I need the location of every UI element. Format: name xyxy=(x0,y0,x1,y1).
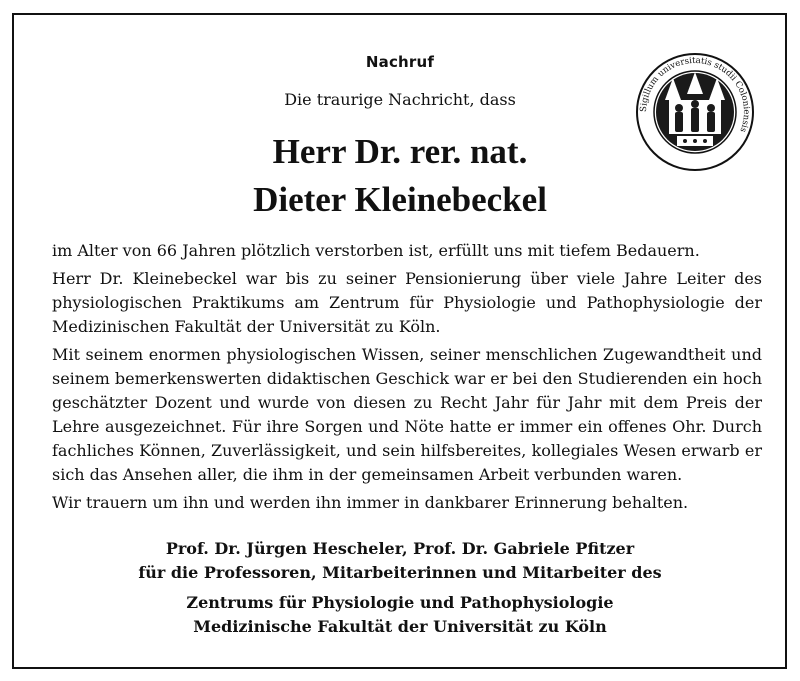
paragraph-career: Herr Dr. Kleinebeckel war bis zu seiner Pensionierung über viele Jahre Leiter des physiologischen Praktikums am Zentrum für Physiologie und Pathophysiologie der Medizinischen Fakultät der Universität zu Köln. xyxy=(52,269,762,336)
seal-ring-text: Sigillum universitatis studii Coloniensis xyxy=(638,55,752,134)
institution xyxy=(0,591,800,639)
signatories xyxy=(0,537,800,585)
paragraph-tribute: Mit seinem enormen physiologischen Wissen, seiner menschlichen Zugewandtheit und seinem bemerkenswerten didaktischen Geschick war er bei den Studierenden ein hoch geschätzter Dozent und wurde von diesen zu Recht Jahr für Jahr mit dem Preis der Lehre ausgezeichnet. Für ihre Sorgen und Nöte hatte er immer ein offenes Ohr. Durch fachliches Können, Zuverlässigkeit, und sein hilfsbereites, kollegiales Wesen erwarb er sich das Ansehen aller, die ihm in der gemeinsamen Arbeit verbunden waren. xyxy=(52,345,762,484)
paragraph-age: im Alter von 66 Jahren plötzlich verstorben ist, erfüllt uns mit tiefem Bedauern. xyxy=(52,241,700,260)
institution-faculty: Medizinische Fakultät der Universität zu Köln xyxy=(193,617,607,636)
obituary-kicker: Nachruf xyxy=(365,53,435,71)
intro-line: Die traurige Nachricht, dass xyxy=(284,90,516,109)
university-seal-icon xyxy=(635,52,755,172)
signatory-role: für die Professoren, Mitarbeiterinnen und Mitarbeiter des xyxy=(138,563,662,582)
name-line-2: Dieter Kleinebeckel xyxy=(253,180,547,219)
obituary-body xyxy=(52,239,762,519)
name-line-1: Herr Dr. rer. nat. xyxy=(272,132,528,171)
signatory-names: Prof. Dr. Jürgen Hescheler, Prof. Dr. Gabriele Pfitzer xyxy=(165,539,635,558)
institution-center: Zentrums für Physiologie und Pathophysiologie xyxy=(186,593,614,612)
paragraph-closing: Wir trauern um ihn und werden ihn immer in dankbarer Erinnerung behalten. xyxy=(52,493,689,512)
